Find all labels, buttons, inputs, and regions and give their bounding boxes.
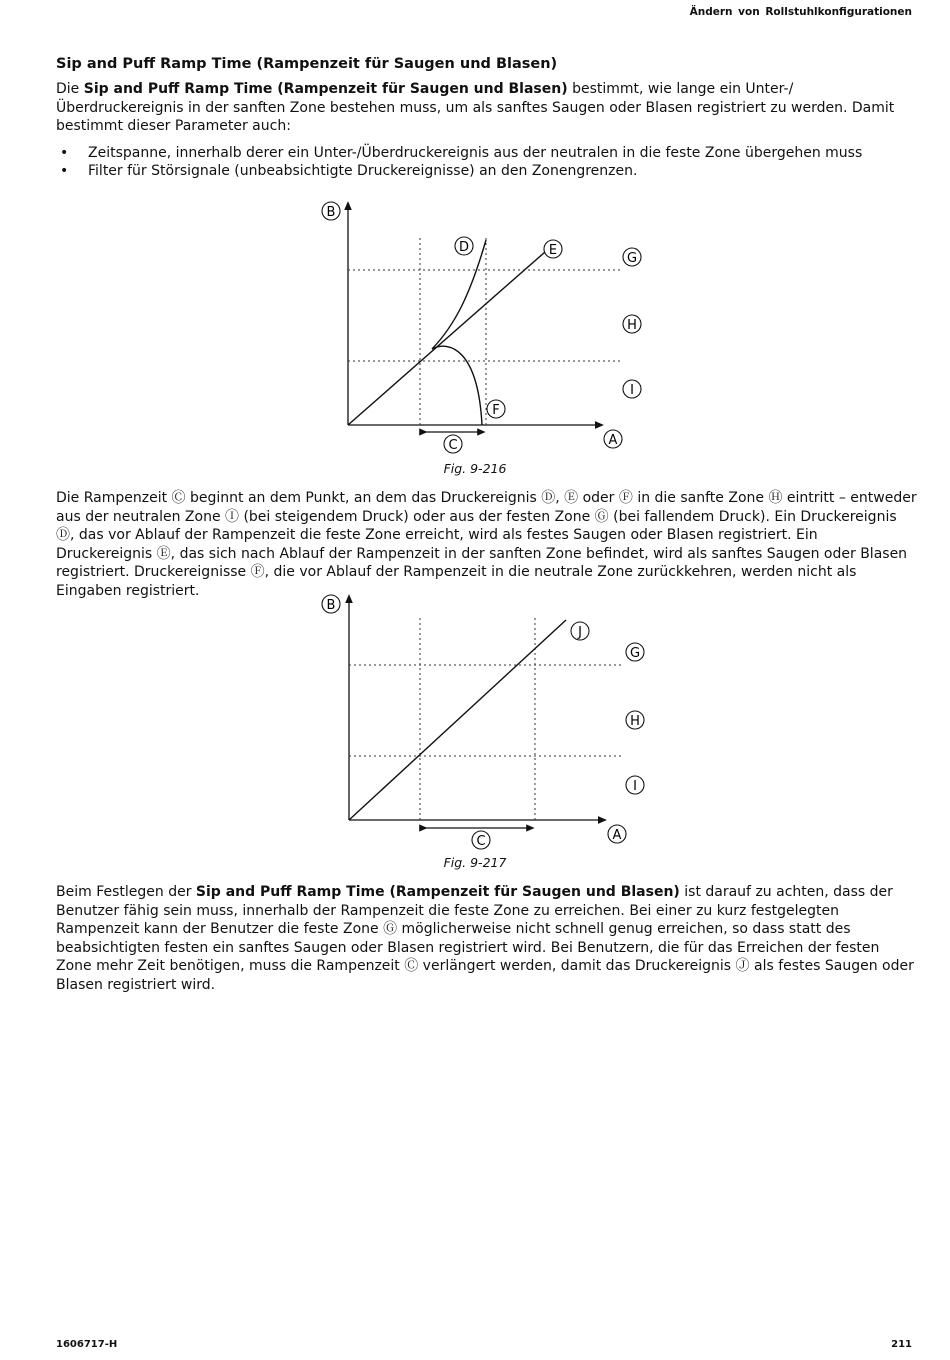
label-e (544, 240, 562, 258)
svg-text:D: D (458, 240, 470, 255)
label-i (623, 380, 641, 398)
label-f (487, 400, 505, 418)
page-number: 211 (891, 1339, 912, 1350)
label-c (472, 831, 490, 849)
running-header: Ändern von Rollstuhlkonfigurationen (689, 6, 912, 18)
pressure-event-d-curve (432, 240, 486, 349)
svg-text:H: H (627, 318, 637, 333)
document-number: 1606717-H (56, 1339, 118, 1350)
label-g (626, 643, 644, 661)
svg-text:H: H (630, 714, 640, 729)
label-i (626, 776, 644, 794)
figure-9-217-diagram (0, 590, 950, 855)
bullet-item: • Filter für Störsignale (unbeabsichtigte Druckereignisse) an den Zonengrenzen. (56, 162, 916, 181)
svg-text:I: I (630, 383, 634, 398)
svg-text:A: A (608, 433, 618, 448)
label-c (444, 435, 462, 453)
paragraph-ramp-setting (56, 883, 918, 994)
paragraph3-bold-term: Sip and Puff Ramp Time (Rampenzeit für Saugen und Blasen) (195, 884, 680, 900)
svg-text:C: C (476, 834, 486, 849)
svg-text:B: B (326, 205, 336, 220)
label-a (608, 825, 626, 843)
pressure-event-j-line (349, 620, 566, 820)
figure-caption: Fig. 9-217 (443, 855, 507, 870)
pressure-event-e-line (348, 252, 545, 425)
label-d (455, 237, 473, 255)
figure-caption: Fig. 9-216 (443, 461, 507, 476)
label-b (322, 202, 340, 220)
label-a (604, 430, 622, 448)
svg-text:I: I (633, 779, 637, 794)
svg-text:C: C (448, 438, 458, 453)
label-j (571, 622, 589, 640)
figure-9-216-diagram (0, 195, 950, 460)
intro-pre: Die (56, 81, 84, 97)
paragraph3-post: ist darauf zu achten, dass der Benutzer fähig sein muss, innerhalb der Rampenzeit die feste Zone zu erreichen. Bei einer zu kurz festgelegten Rampenzeit kann der Benutzer die feste Zone Ⓖ möglicherweise nicht schnell genug erreichen, so dass statt des beabsichtigten festen ein sanftes Saugen oder Blasen registriert wird. Bei Benutzern, die für das Erreichen der festen Zone mehr Zeit benötigen, muss die Rampenzeit Ⓒ verlängert werden, damit das Druckereignis Ⓙ als festes Saugen oder Blasen registriert wird. (56, 884, 914, 993)
page-content (56, 56, 916, 181)
svg-text:J: J (578, 625, 582, 640)
bullet-list (56, 144, 916, 181)
svg-text:G: G (629, 646, 641, 661)
label-h (623, 315, 641, 333)
paragraph-ramp-time: Die Rampenzeit Ⓒ beginnt an dem Punkt, an dem das Druckereignis Ⓓ, Ⓔ oder Ⓕ in die sanfte Zone Ⓗ eintritt – entweder aus der neutralen Zone Ⓘ (bei steigendem Druck) oder aus der festen Zone Ⓖ (bei fallendem Druck). Ein Druckereignis Ⓓ, das vor Ablauf der Rampenzeit die feste Zone erreicht, wird als festes Saugen oder Blasen registriert. Ein Druckereignis Ⓔ, das sich nach Ablauf der Rampenzeit in der sanften Zone befindet, wird als sanftes Saugen oder Blasen registriert. Druckereignisse Ⓕ, die vor Ablauf der Rampenzeit in die neutrale Zone zurückkehren, werden nicht als Eingaben registriert. (56, 490, 917, 599)
label-b (322, 595, 340, 613)
intro-bold-term: Sip and Puff Ramp Time (Rampenzeit für Saugen und Blasen) (83, 81, 568, 97)
svg-text:B: B (326, 598, 336, 613)
bullet-item: • Zeitspanne, innerhalb derer ein Unter-/Überdruckereignis aus der neutralen in die feste Zone übergehen muss (56, 144, 916, 163)
section-title: Sip and Puff Ramp Time (Rampenzeit für Saugen und Blasen) (56, 56, 558, 72)
svg-text:A: A (612, 828, 622, 843)
svg-text:F: F (492, 403, 500, 418)
pressure-event-f-curve (432, 346, 482, 425)
svg-text:E: E (548, 243, 558, 258)
svg-text:G: G (626, 251, 638, 266)
intro-post: bestimmt, wie lange ein Unter-/Überdruckereignis in der sanften Zone bestehen muss, um als sanftes Saugen oder Blasen registriert zu werden. Damit bestimmt dieser Parameter auch: (56, 81, 895, 134)
intro-paragraph (56, 80, 916, 136)
paragraph3-pre: Beim Festlegen der (56, 884, 196, 900)
label-g (623, 248, 641, 266)
label-h (626, 711, 644, 729)
